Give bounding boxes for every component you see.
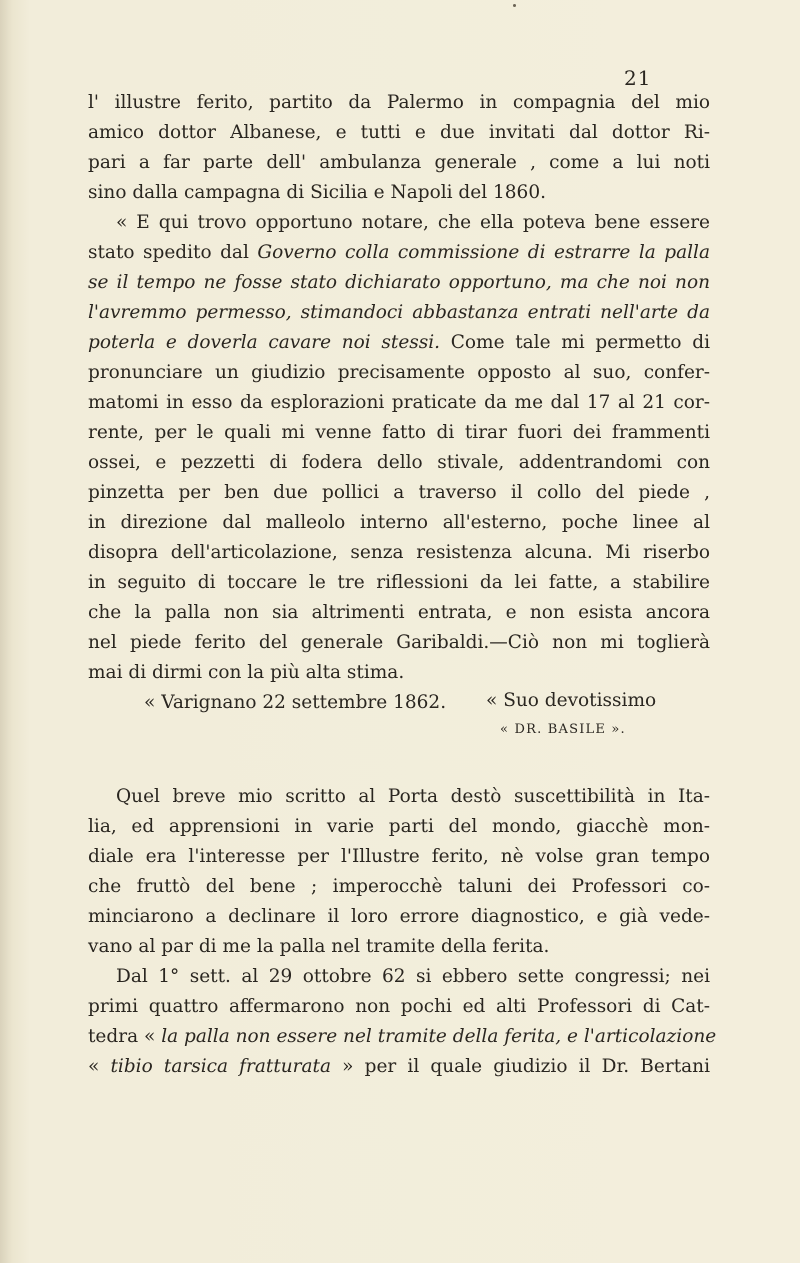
paragraph-3-line: che fruttò del bene ; imperocchè taluni dei Professori co- [88,876,710,897]
paragraph-2-line [88,298,710,328]
paragraph-2-line: nel piede ferito del generale Garibaldi.—Ciò non mi toglierà [88,632,710,653]
paragraph-1-line: amico dottor Albanese, e tutti e due invitati dal dottor Ri- [88,122,710,143]
line-text: » per il quale giudizio il Dr. Bertani [331,1056,710,1077]
line-text: « [88,1056,111,1077]
paragraph-2-line: matomi in esso da esplorazioni praticate da me dal 17 al 21 cor- [88,392,710,413]
ink-speck [513,4,516,7]
paragraph-2-line: « E qui trovo opportuno notare, che ella poteva bene essere [116,212,710,233]
quoted-italic-text: se il tempo ne fosse stato dichiarato opportuno, ma che noi non [88,272,710,293]
quoted-italic-text: l'avremmo permesso, stimandoci abbastanza entrati nell'arte da [88,302,710,323]
paragraph-2-line: disopra dell'articolazione, senza resistenza alcuna. Mi riserbo [88,542,710,563]
quoted-italic-text: poterla e doverla cavare noi stessi. [88,332,441,353]
paragraph-1-line: l' illustre ferito, partito da Palermo in compagnia del mio [88,92,710,113]
paragraph-4-line: Dal 1° sett. al 29 ottobre 62 si ebbero sette congressi; nei [116,966,710,987]
paragraph-1-line: pari a far parte dell' ambulanza generale , come a lui noti [88,152,710,173]
line-text: stato spedito dal [88,242,258,263]
paragraph-3-line: vano al par di me la palla nel tramite della ferita. [88,936,550,957]
paragraph-2-line [88,268,710,298]
paragraph-2-line: rente, per le quali mi venne fatto di tirar fuori dei frammenti [88,422,710,443]
paragraph-4-line: primi quattro affermarono non pochi ed alti Professori di Cat- [88,996,710,1017]
line-text: Come tale mi permetto di [440,332,710,353]
paragraph-2-line: pronunciare un giudizio precisamente opposto al suo, confer- [88,362,710,383]
date-line: « Varignano 22 settembre 1862. [144,692,447,713]
paragraph-2-line [88,328,710,358]
paragraph-4-line [88,1052,710,1082]
paragraph-2-line: in direzione dal malleolo interno all'esterno, poche linee al [88,512,710,533]
paragraph-1-line: sino dalla campagna di Sicilia e Napoli del 1860. [88,182,546,203]
paragraph-2-line: pinzetta per ben due pollici a traverso il collo del piede , [88,482,710,503]
paragraph-4-line [88,1022,717,1052]
closing-salutation: « Suo devotissimo [486,690,657,711]
text-block-upper [88,88,710,718]
line-text: tedra « [88,1026,162,1047]
paragraph-2-line: mai di dirmi con la più alta stima. [88,662,405,683]
quoted-italic-text: Governo colla commissione di estrarre la palla [257,242,711,263]
paragraph-3-line: Quel breve mio scritto al Porta destò suscettibilità in Ita- [116,786,710,807]
quoted-italic-text: tibio tarsica fratturata [110,1056,331,1077]
paragraph-3-line: minciarono a declinare il loro errore diagnostico, e già vede- [88,906,710,927]
paragraph-3-line: diale era l'interesse per l'Illustre ferito, nè volse gran tempo [88,846,710,867]
paragraph-2-line: in seguito di toccare le tre riflessioni da lei fatte, a stabilire [88,572,710,593]
paragraph-3-line: lia, ed apprensioni in varie parti del mondo, giacchè mon- [88,816,710,837]
quoted-italic-text: la palla non essere nel tramite della ferita, e l'articolazione [161,1026,717,1047]
paragraph-2-line: che la palla non sia altrimenti entrata, e non esista ancora [88,602,710,623]
page-number: 21 [624,66,652,90]
paragraph-2-line: ossei, e pezzetti di fodera dello stivale, addentrandomi con [88,452,710,473]
signature: « DR. BASILE ». [500,722,626,737]
text-block-lower [88,782,717,1082]
paragraph-2-line [88,238,710,268]
